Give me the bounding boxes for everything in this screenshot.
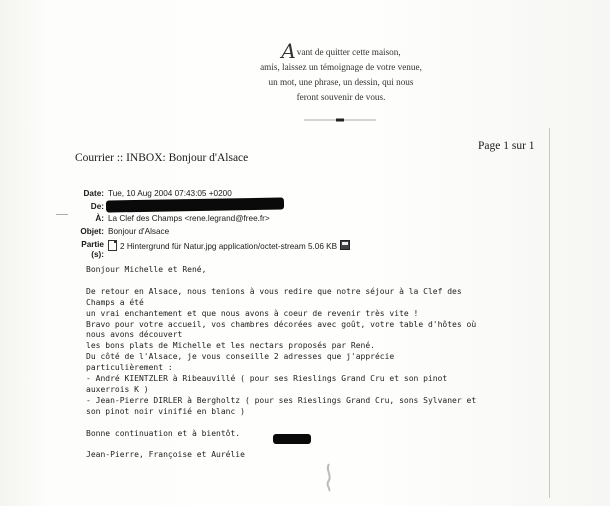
- ornament-divider: [300, 116, 380, 124]
- body-line: un vrai enchantement et que nous avons à coeur de revenir très vite !: [86, 308, 419, 318]
- body-line: particulièrement :: [86, 363, 173, 373]
- parts-label-suffix: (s):: [91, 250, 104, 259]
- body-line: - Jean-Pierre DIRLER à Bergholtz ( pour ses Rieslings Grand Cru, sons Sylvaner et: [86, 395, 477, 405]
- page-indicator: Page 1 sur 1: [478, 140, 535, 152]
- body-line: [86, 440, 546, 451]
- body-line: [86, 276, 546, 287]
- page-edge-line: [549, 128, 550, 498]
- attachment-row: [108, 240, 350, 251]
- subject-value: Bonjour d'Alsace: [108, 227, 170, 236]
- subject-label: Objet:: [80, 227, 104, 236]
- date-label: Date:: [83, 189, 104, 198]
- guestbook-inscription: [236, 39, 446, 105]
- guestbook-line-1-text: vant de quitter cette maison,: [296, 47, 401, 57]
- body-line: Bonne continuation et à bientôt.: [86, 428, 241, 438]
- mail-title: Courrier :: INBOX: Bonjour d'Alsace: [75, 152, 249, 164]
- guestbook-dropcap: A: [281, 39, 296, 63]
- guestbook-line-2: amis, laissez un témoignage de votre venue,: [260, 62, 422, 72]
- body-line: [86, 418, 546, 429]
- signature-redaction: [273, 434, 311, 444]
- guestbook-line-1: [236, 39, 446, 63]
- body-line: auxerrois K ): [86, 384, 149, 394]
- guestbook-line-4: feront souvenir de vous.: [296, 92, 386, 102]
- body-line: Jean-Pierre, Françoise et Aurélie: [86, 450, 245, 460]
- date-value: Tue, 10 Aug 2004 07:43:05 +0200: [108, 189, 232, 198]
- save-icon[interactable]: [340, 240, 350, 250]
- body-line: Bravo pour votre accueil, vos chambres décorées avec goût, votre table d'hôtes où: [86, 319, 477, 329]
- attachment-link[interactable]: 2 Hintergrund für Natur.jpg application/octet-stream 5.06 KB: [120, 242, 338, 251]
- from-label: De:: [90, 202, 104, 211]
- body-line: Champs a été: [86, 297, 144, 307]
- guestbook-line-3: un mot, une phrase, un dessin, qui nous: [268, 77, 414, 87]
- to-label: À:: [95, 214, 104, 223]
- message-body: [86, 265, 546, 461]
- body-line: son pinot noir vinifié en blanc ): [86, 406, 245, 416]
- parts-label: Partie: [81, 240, 104, 249]
- body-line: les bons plats de Michelle et les nectars proposés par René.: [86, 341, 375, 351]
- body-line: - André KIENTZLER à Ribeauvillé ( pour ses Rieslings Grand Cru et son pinot: [86, 374, 448, 384]
- body-line: Du côté de l'Alsace, je vous conseille 2 adresses que j'apprécie: [86, 352, 395, 362]
- scan-smudge: [322, 462, 336, 492]
- body-line: De retour en Alsace, nous tenions à vous redire que notre séjour à la Clef des: [86, 286, 462, 296]
- to-value: La Clef des Champs <rene.legrand@free.fr>: [108, 214, 270, 223]
- body-line: Bonjour Michelle et René,: [86, 265, 207, 274]
- attachment-file-icon: [108, 240, 117, 251]
- from-redaction: [106, 197, 284, 212]
- body-line: nous avons découvert: [86, 330, 183, 340]
